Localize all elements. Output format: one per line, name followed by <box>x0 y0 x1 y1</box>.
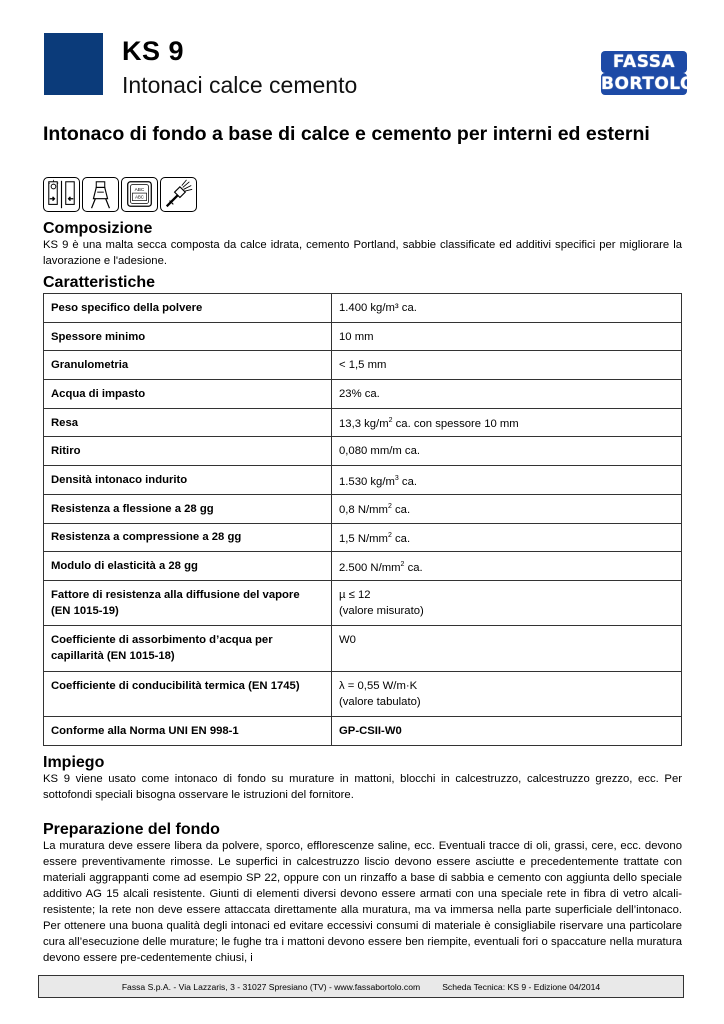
spec-value: 23% ca. <box>332 380 682 409</box>
footer-company: Fassa S.p.A. - Via Lazzaris, 3 - 31027 Spresiano (TV) - www.fassabortolo.com <box>121 981 421 992</box>
table-row <box>44 552 682 581</box>
table-row <box>44 437 682 466</box>
spec-value <box>332 626 682 672</box>
table-row <box>44 626 682 672</box>
table-row <box>44 717 682 746</box>
value-rest: ca. con spessore 10 mm <box>392 417 519 430</box>
value-rest: ca. <box>391 504 411 517</box>
spec-value: GP-CSII-W0 <box>332 717 682 746</box>
spec-value: 10 mm <box>332 322 682 351</box>
spec-key-line: capillarità (EN 1015-18) <box>51 650 175 663</box>
table-row <box>44 351 682 380</box>
product-subtitle: Intonaci calce cemento <box>122 72 358 98</box>
fassa-bortolo-logo <box>601 51 695 95</box>
spec-value-line: (valore misurato) <box>339 604 424 617</box>
value-sup: 2 <box>387 531 392 539</box>
spec-value <box>332 408 682 437</box>
spec-key: Densità intonaco indurito <box>44 466 332 495</box>
spec-value <box>332 580 682 626</box>
value-main: 2.500 N/mm <box>339 561 401 574</box>
spec-value-line: µ ≤ 12 <box>339 588 371 601</box>
composizione-heading: Composizione <box>43 220 153 237</box>
spec-key: Peso specifico della polvere <box>44 294 332 323</box>
spec-key: Spessore minimo <box>44 322 332 351</box>
spec-value <box>332 466 682 495</box>
spec-value: 0,080 mm/m ca. <box>332 437 682 466</box>
document-title: Intonaco di fondo a base di calce e cemento per interni ed esterni <box>43 123 650 145</box>
logo-line-1: FASSA <box>601 51 687 73</box>
spec-value-line: λ = 0,55 W/m·K <box>339 679 418 692</box>
spec-key: Acqua di impasto <box>44 380 332 409</box>
table-row <box>44 466 682 495</box>
table-row <box>44 523 682 552</box>
preparazione-text: La muratura deve essere libera da polvere, sporco, efflorescenze saline, ecc. Eventuali tracce di oli, grassi, cere, ecc. devono essere preventivamente rimosse. Le superfici in calcestruzzo liscio devono essere asciutte e precedentemente trattate con materiali aggrappanti come ad esempio SP 22, oppure con un rinzaffo a base di sabbia e cemento con aggiunta dello speciale additivo AG 15 alcali resistente. Giunti di elementi diversi devono essere armati con una speciale rete in fibra di vetro alcali-resistente; la rete non deve essere attaccata direttamente alla muratura, ma va immersa nella parte superficiale dell’intonaco. Per ottenere una buona qualità degli intonaci ed evitare eccessivi consumi di materiale è consigliabile riservare una particolare cura all’esecuzione delle murature; le fughe tra i mattoni devono essere ben riempite, eventuali fori o spaccature nella muratura devono essere pre-cedentemente chiusi, i <box>43 840 682 964</box>
table-row <box>44 408 682 437</box>
spec-key-line: Coefficiente di conducibilità termica (EN 1745) <box>51 679 300 692</box>
value-rest: ca. <box>398 475 418 488</box>
spray-application-icon <box>160 177 197 212</box>
table-row <box>44 380 682 409</box>
spec-value <box>332 671 682 717</box>
picto-text-1: ABC <box>134 187 145 193</box>
spec-key: Resistenza a flessione a 28 gg <box>44 494 332 523</box>
spec-key: Conforme alla Norma UNI EN 998-1 <box>44 717 332 746</box>
spec-key: Ritiro <box>44 437 332 466</box>
value-main: 1,5 N/mm <box>339 532 388 545</box>
specs-table <box>43 293 682 746</box>
spec-value-line: W0 <box>339 634 356 647</box>
application-pictograms <box>43 177 199 212</box>
spec-key: Resistenza a compressione a 28 gg <box>44 523 332 552</box>
value-main: 13,3 kg/m <box>339 417 389 430</box>
spec-key-line: (EN 1015-19) <box>51 604 119 617</box>
brand-color-block <box>44 33 103 95</box>
spec-key-line: Fattore di resistenza alla diffusione del vapore <box>51 588 300 601</box>
value-main: 0,8 N/mm <box>339 504 388 517</box>
indoor-outdoor-icon <box>43 177 80 212</box>
page-footer <box>38 975 684 998</box>
composizione-text: KS 9 è una malta secca composta da calce idrata, cemento Portland, sabbie classificate ed additivi specifici per migliorare la lavorazione e l'adesione. <box>43 239 682 267</box>
spec-key: Resa <box>44 408 332 437</box>
table-row <box>44 671 682 717</box>
preparazione-heading: Preparazione del fondo <box>43 821 220 838</box>
impiego-text: KS 9 viene usato come intonaco di fondo su murature in mattoni, blocchi in calcestruzzo, calcestruzzo grezzo, ecc. Per sottofondi speciali bisogna osservare le istruzioni del fornitore. <box>43 773 682 801</box>
footer-sheet-info: Scheda Tecnica: KS 9 - Edizione 04/2014 <box>442 981 601 992</box>
value-sup: 2 <box>387 503 392 511</box>
spec-key: Modulo di elasticità a 28 gg <box>44 552 332 581</box>
product-code: KS 9 <box>122 36 185 66</box>
spec-value <box>332 523 682 552</box>
table-row <box>44 580 682 626</box>
spec-value-line: (valore tabulato) <box>339 695 421 708</box>
spec-value <box>332 494 682 523</box>
caratteristiche-heading: Caratteristiche <box>43 274 156 291</box>
table-row <box>44 294 682 323</box>
value-main: 1.530 kg/m <box>339 475 395 488</box>
spec-value: 1.400 kg/m³ ca. <box>332 294 682 323</box>
spec-key: Granulometria <box>44 351 332 380</box>
spec-value: < 1,5 mm <box>332 351 682 380</box>
spec-key-line: Coefficiente di assorbimento d’acqua per <box>51 634 273 647</box>
table-row <box>44 322 682 351</box>
spec-key <box>44 580 332 626</box>
value-sup: 3 <box>394 474 399 482</box>
value-rest: ca. <box>391 532 411 545</box>
logo-line-2: BORTOLO <box>601 74 695 94</box>
machine-mix-icon <box>121 177 158 212</box>
picto-text-2: ABC <box>135 194 144 200</box>
value-sup: 2 <box>400 560 405 568</box>
spec-key <box>44 671 332 717</box>
spec-key <box>44 626 332 672</box>
value-rest: ca. <box>404 561 423 574</box>
manual-application-icon <box>82 177 119 212</box>
table-row <box>44 494 682 523</box>
value-sup: 2 <box>388 417 393 425</box>
impiego-heading: Impiego <box>43 754 105 771</box>
spec-value <box>332 552 682 581</box>
